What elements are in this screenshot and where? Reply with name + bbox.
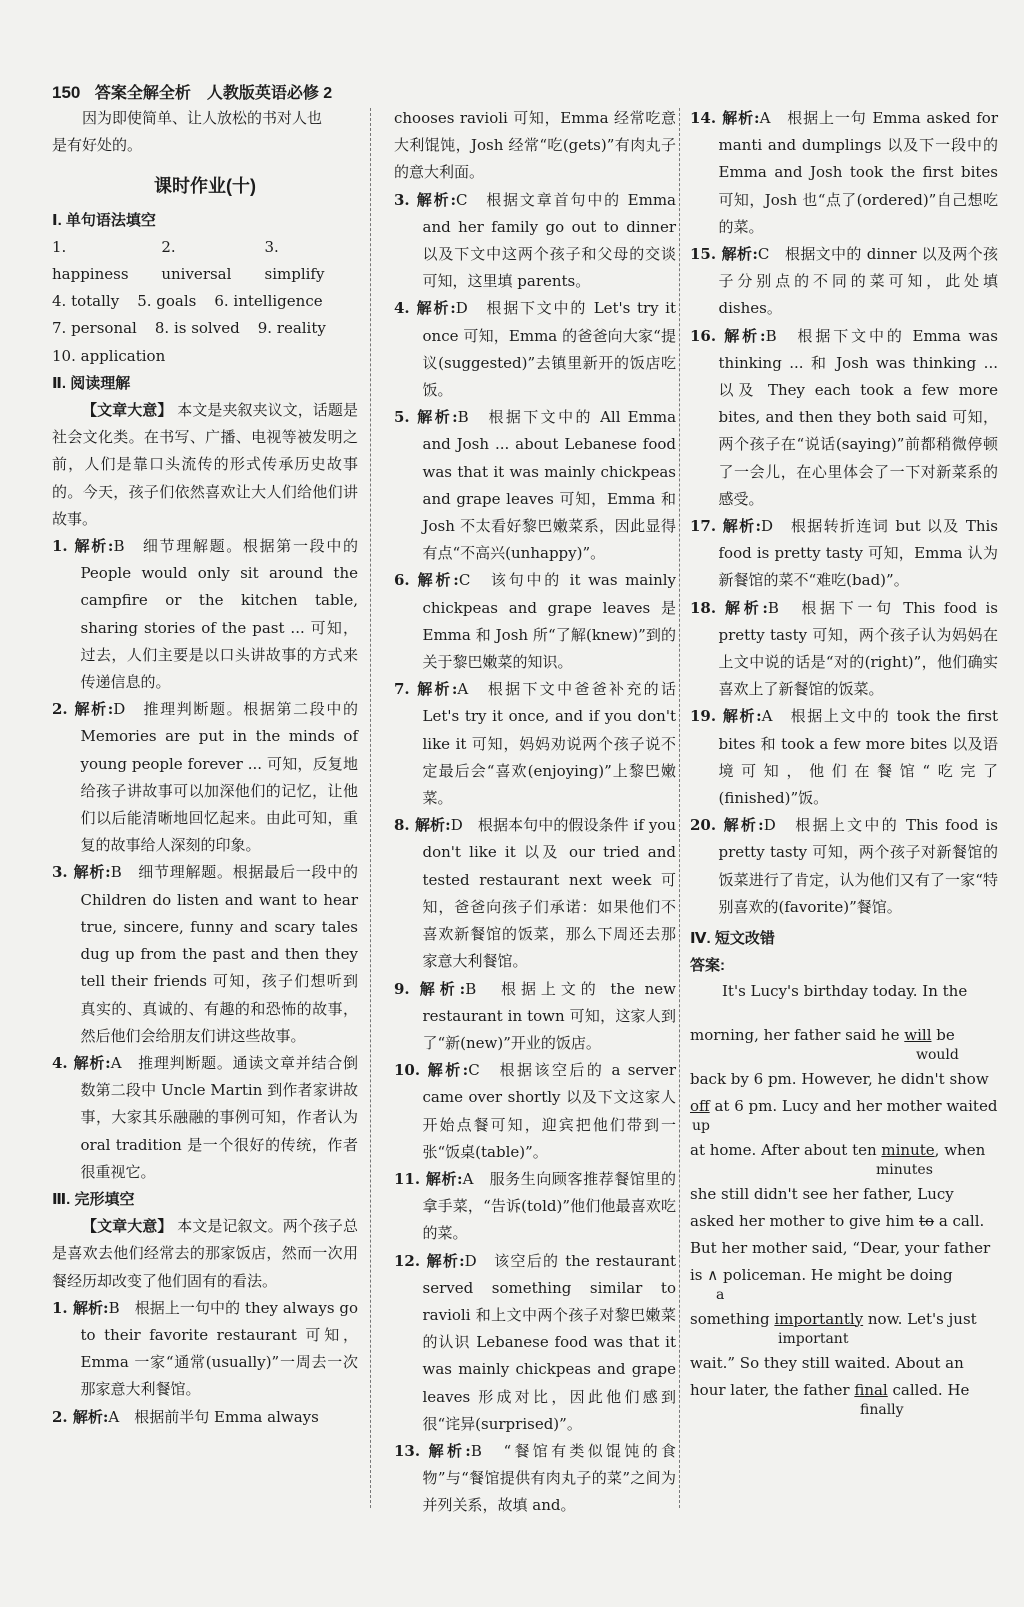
cloze-answer	[690, 812, 998, 921]
cloze-answer	[394, 976, 676, 1058]
cloze-answer	[394, 1057, 676, 1166]
text-post: at 6 pm. Lucy and her mother waited	[709, 1096, 998, 1115]
cloze-answer	[690, 241, 998, 323]
answer-label: 11. 解析:	[394, 1169, 463, 1188]
answer-text: D 根据上文中的 This food is pretty tasty 可知，两个孩子对新餐馆的饭菜进行了肯定，认为他们又有了一家“特别喜欢的(favorite)”餐馆。	[718, 816, 998, 916]
grammar-row	[52, 288, 358, 315]
grammar-row	[52, 315, 358, 342]
fix-word: important	[778, 1330, 849, 1347]
correction-line	[690, 1264, 998, 1308]
cloze-answer	[394, 812, 676, 975]
intro-line: 是有好处的。	[52, 136, 143, 155]
correction-text	[690, 1308, 977, 1330]
page-title: 课时作业(十)	[154, 176, 256, 197]
answer-text: A 推理判断题。通读文章并结合倒数第二段中 Uncle Martin 到作者家讲故事，大家其乐融融的事例可知，作者认为 oral tradition 是一个很好的传统，作者很重视它。	[80, 1053, 358, 1181]
wrong-word: importantly	[774, 1309, 864, 1328]
cloze-answer	[394, 295, 676, 404]
grammar-answer: 4. totally	[52, 292, 120, 311]
cloze-answer	[52, 1295, 358, 1404]
correction-line	[690, 980, 998, 1024]
text-post: , when	[934, 1140, 986, 1159]
cloze-answer	[394, 567, 676, 676]
wrong-word: off	[690, 1096, 710, 1115]
answer-text-start: A 根据前半句 Emma always	[108, 1407, 319, 1426]
reading-summary	[52, 397, 358, 533]
grammar-answer: 5. goals	[137, 292, 197, 311]
correction-line	[690, 1024, 998, 1068]
answer-text: D 根据本句中的假设条件 if you don't like it 以及 our tried and tested restaurant next week 可知，爸爸向孩子们承诺：如果他们不喜欢新餐馆的饭菜，那么下周还去那家意大利餐馆。	[422, 816, 676, 971]
answer-text: A 根据上文中的 took the first bites 和 took a few more bites 以及语境可知，他们在餐馆“吃完了(finished)”饭。	[718, 707, 998, 808]
answer-label: 18. 解析:	[690, 598, 768, 617]
answer-text: C 根据文中的 dinner 以及两个孩子分别点的不同的菜可知，此处填 dishes。	[718, 245, 998, 318]
correction-text: is ∧ policeman. He might be doing	[690, 1265, 953, 1284]
reading-answer	[52, 533, 358, 696]
text-pre: asked her mother to give him	[690, 1211, 920, 1230]
answer-text: A 根据下文中爸爸补充的话 Let's try it once, and if you don't like it 可知，妈妈劝说两个孩子说不定最后会“喜欢(enjoying)”上黎巴嫩菜。	[422, 680, 676, 808]
answer-label: 6. 解析:	[394, 571, 459, 590]
text-pre: hour later, the father	[690, 1380, 855, 1399]
answer-text: B “餐馆有类似馄饨的食物”与“餐馆提供有肉丸子的菜”之间为并列关系，故填 and。	[422, 1441, 676, 1515]
answer-label: 4. 解析:	[52, 1053, 111, 1072]
answer-label: 1. 解析:	[52, 537, 114, 556]
correction-text: she still didn't see her father, Lucy	[690, 1184, 954, 1203]
answer-text: C 该句中的 it was mainly chickpeas and grape leaves 是 Emma 和 Josh 所“了解(knew)”到的关于黎巴嫩菜的知识。	[422, 571, 677, 672]
answer-text: A 根据上一句 Emma asked for manti and dumplings 以及下一段中的 Emma and Josh took the first bites 可知，Josh 也“点了(ordered)”自己想吃的菜。	[718, 109, 998, 236]
cloze-answer	[394, 1248, 676, 1438]
answer-text: C 根据该空后的 a server came over shortly 以及下文这家人开始点餐可知，迎宾把他们带到一张“饭桌(table)”。	[422, 1061, 676, 1161]
answer-label: 3. 解析:	[394, 190, 456, 209]
text-post: a call.	[934, 1211, 985, 1230]
column-2	[394, 105, 676, 1520]
cloze-answer	[394, 187, 676, 296]
correction-line	[690, 1352, 998, 1379]
summary-label: 【文章大意】	[82, 1217, 173, 1236]
answer-label: 16. 解析:	[690, 326, 766, 345]
answer-text: C 根据文章首句中的 Emma and her family go out to dinner 以及下文中这两个孩子和父母的交谈可知，这里填 parents。	[422, 190, 677, 291]
cloze-answer	[690, 703, 998, 812]
answer-label: 5. 解析:	[394, 408, 458, 427]
answer-label: 15. 解析:	[690, 245, 758, 264]
grammar-answer: 8. is solved	[154, 319, 240, 338]
answer-label: 2. 解析:	[52, 1407, 109, 1426]
wrong-word: will	[904, 1025, 932, 1044]
cloze-continuation: chooses ravioli 可知，Emma 经常吃意大利馄饨，Josh 经常“吃(gets)”有肉丸子的意大利面。	[394, 109, 676, 182]
answer-label: 答案:	[690, 957, 725, 975]
fix-word: a	[716, 1286, 725, 1303]
answer-label: 7. 解析:	[394, 680, 458, 699]
answer-label: 14. 解析:	[690, 109, 760, 127]
text-post: called. He	[887, 1380, 970, 1399]
fix-word: minutes	[876, 1161, 933, 1178]
answer-text: B 细节理解题。根据第一段中的 People would only sit around the campfire or the kitchen table, sharing stories of the past ... 可知，过去，人们主要是以口头讲故事的方式来传递信息的。	[80, 537, 359, 692]
header-text: 答案全解全析 人教版英语必修 2	[94, 85, 333, 102]
text-post: now. Let's just	[863, 1309, 977, 1328]
answer-text: B 根据上文的 the new restaurant in town 可知，这家人到了“新(new)”开业的饭店。	[422, 979, 676, 1052]
answer-label: 10. 解析:	[394, 1061, 469, 1080]
correction-line	[690, 1139, 998, 1183]
deleted-word: to	[919, 1211, 935, 1230]
wrong-word: final	[854, 1380, 888, 1399]
correction-line	[690, 1237, 998, 1264]
answer-label: 1. 解析:	[52, 1298, 109, 1317]
correction-text	[690, 1139, 985, 1161]
text-post: be	[931, 1025, 955, 1044]
cloze-answer	[690, 323, 998, 513]
cloze-summary	[52, 1213, 358, 1295]
correction-text	[690, 1095, 997, 1117]
answer-text: D 根据下文中的 Let's try it once 可知，Emma 的爸爸向大家“提议(suggested)”去镇里新开的饭店吃饭。	[422, 299, 676, 400]
answer-label: 3. 解析:	[52, 863, 111, 882]
text-pre: at home. After about ten	[690, 1140, 882, 1159]
correction-line	[690, 1379, 998, 1423]
column-3	[690, 105, 998, 1423]
correction-text: It's Lucy's birthday today. In the	[722, 981, 968, 1000]
section-heading: Ⅰ. 单句语法填空	[52, 211, 156, 229]
summary-text: 本文是夹叙夹议文，话题是社会文化类。在书写、广播、电视等被发明之前，人们是靠口头流传的形式传承历史故事的。今天，孩子们依然喜欢让大人们给他们讲故事。	[52, 401, 358, 528]
answer-text: B 根据上一句中的 they always go to their favorite restaurant 可知，Emma 一家“通常(usually)”一周去一次那家意大利餐馆。	[80, 1298, 358, 1399]
grammar-row	[52, 234, 358, 288]
answer-text: B 根据下一句 This food is pretty tasty 可知，两个孩子认为妈妈在上文中说的话是“对的(right)”，他们确实喜欢上了新餐馆的饭菜。	[718, 598, 998, 699]
correction-line	[690, 1068, 998, 1095]
section-heading: Ⅳ. 短文改错	[690, 930, 775, 948]
correction-line	[690, 1183, 998, 1210]
grammar-answer: 7. personal	[52, 319, 137, 338]
cloze-answer	[394, 1438, 676, 1520]
grammar-answer: 2. universal	[161, 237, 232, 284]
cloze-answer	[52, 1404, 358, 1431]
cloze-answer	[394, 1166, 676, 1248]
cloze-answer	[690, 105, 998, 241]
grammar-answer: 10. application	[52, 346, 166, 365]
answer-label: 4. 解析:	[394, 299, 456, 318]
correction-line	[690, 1210, 998, 1237]
cloze-answer	[394, 404, 676, 567]
correction-text: back by 6 pm. However, he didn't show	[690, 1069, 989, 1088]
section-heading: Ⅱ. 阅读理解	[52, 374, 131, 392]
correction-text	[690, 1379, 969, 1401]
correction-text: wait.” So they still waited. About an	[690, 1353, 964, 1372]
reading-answer	[52, 1050, 358, 1186]
fix-word: finally	[860, 1401, 904, 1418]
answer-text: A 服务生向顾客推荐餐馆里的拿手菜，“告诉(told)”他们他最喜欢吃的菜。	[422, 1169, 676, 1243]
correction-text: But her mother said, “Dear, your father	[690, 1238, 991, 1257]
correction-line	[690, 1308, 998, 1352]
intro-line: 因为即使简单、让人放松的书对人也	[82, 109, 323, 127]
correction-text	[690, 1210, 984, 1232]
summary-text: 本文是记叙文。两个孩子总是喜欢去他们经常去的那家饭店，然而一次用餐经历却改变了他们固有的看法。	[52, 1217, 358, 1290]
cloze-answer	[394, 676, 676, 812]
reading-answer	[52, 859, 358, 1049]
answer-label: 9. 解析:	[394, 979, 466, 998]
answer-text: B 根据下文中的 Emma was thinking ... 和 Josh was thinking ... 以及 They each took a few more bites, and then they both said 可知，两个孩子在“说话(saying)”前都稍微停顿了一会儿，在心里体会了一下对新菜系的感受。	[718, 326, 998, 508]
text-pre: morning, her father said he	[690, 1025, 905, 1044]
cloze-answer	[690, 595, 998, 704]
answer-label: 8. 解析:	[394, 816, 451, 835]
error-correction	[690, 980, 998, 1423]
answer-label: 17. 解析:	[690, 517, 762, 536]
summary-label: 【文章大意】	[82, 401, 173, 420]
column-divider-1	[370, 108, 371, 1508]
wrong-word: minute	[881, 1140, 935, 1159]
answer-label: 19. 解析:	[690, 707, 762, 726]
page-header	[52, 80, 332, 103]
grammar-row	[52, 343, 358, 370]
correction-line	[690, 1095, 998, 1139]
correction-text	[690, 1024, 955, 1046]
cloze-answer	[690, 513, 998, 595]
fix-word: would	[916, 1046, 959, 1063]
answer-label: 20. 解析:	[690, 816, 764, 835]
section-heading: Ⅲ. 完形填空	[52, 1190, 135, 1208]
fix-word: up	[692, 1117, 710, 1134]
page-number: 150	[52, 83, 81, 102]
reading-answer	[52, 696, 358, 859]
text-pre: something	[690, 1309, 775, 1328]
answer-label: 13. 解析:	[394, 1441, 471, 1460]
column-1	[52, 105, 358, 1431]
answer-text: D 推理判断题。根据第二段中的 Memories are put in the minds of young people forever ... 可知，反复地给孩子讲故事可以加深他们的记忆，让他们以后能清晰地回忆起来。由此可知，重复的故事给人深刻的印象。	[80, 700, 358, 855]
answer-text: D 该空后的 the restaurant served something similar to ravioli 和上文中两个孩子对黎巴嫩菜的认识 Lebanese food was that it was mainly chickpeas and grape leaves 形成对比，因此他们感到很“诧异(surprised)”。	[422, 1251, 677, 1433]
answer-text: D 根据转折连词 but 以及 This food is pretty tasty 可知，Emma 认为新餐馆的菜不“难吃(bad)”。	[718, 517, 998, 590]
column-divider-2	[679, 108, 680, 1508]
answer-label: 12. 解析:	[394, 1251, 465, 1270]
answer-text: B 细节理解题。根据最后一段中的 Children do listen and want to hear true, sincere, funny and scary tales dug up from the past and then they tell their friends 可知，孩子们想听到真实的、真诚的、有趣的和恐怖的故事，然后他们会给朋友们讲这些故事。	[80, 863, 359, 1045]
answer-label: 2. 解析:	[52, 700, 114, 719]
answer-text: B 根据下文中的 All Emma and Josh ... about Lebanese food was that it was mainly chickpeas and grape leaves 可知，Emma 和 Josh 不太看好黎巴嫩菜系，因此显得有点“不高兴(unhappy)”。	[422, 408, 677, 563]
grammar-answer: 6. intelligence	[214, 292, 323, 311]
grammar-answer: 9. reality	[257, 319, 326, 338]
grammar-answer: 3. simplify	[264, 237, 325, 284]
grammar-answer: 1. happiness	[52, 237, 129, 284]
